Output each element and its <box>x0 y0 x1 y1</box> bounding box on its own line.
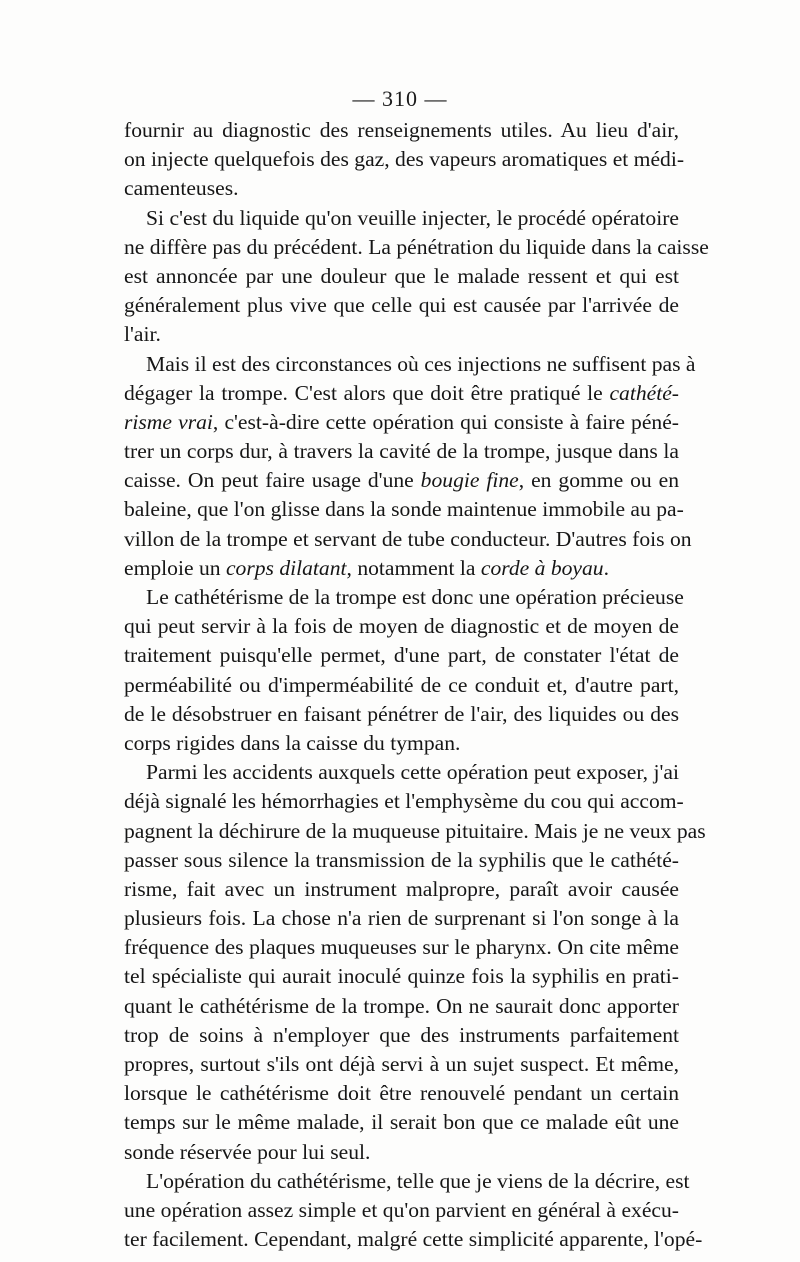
text-line: passer sous silence la transmission de la syphilis que le cathété- <box>124 847 679 872</box>
text-line: Si c'est du liquide qu'on veuille injecter, le procédé opératoire <box>146 205 679 230</box>
text-run: emploie un <box>124 555 226 580</box>
italic-term: cathété- <box>609 380 679 405</box>
text-line: temps sur le même malade, il serait bon que ce malade eût une <box>124 1110 679 1135</box>
text-line: plusieurs fois. La chose n'a rien de surprenant si l'on songe à la <box>124 906 679 931</box>
text-line: fournir au diagnostic des renseignements utiles. Au lieu d'air, <box>124 118 679 142</box>
text-line: lorsque le cathétérisme doit être renouvelé pendant un certain <box>124 1081 679 1106</box>
text-line: propres, surtout s'ils ont déjà servi à un sujet suspect. Et même, <box>124 1052 679 1076</box>
text-line: une opération assez simple et qu'on parvient en général à exécu- <box>124 1197 679 1222</box>
text-line: quant le cathétérisme de la trompe. On ne saurait donc apporter <box>124 993 679 1018</box>
text-line: qui peut servir à la fois de moyen de diagnostic et de moyen de <box>124 614 679 639</box>
body-text <box>124 116 709 1254</box>
text-line: villon de la trompe et servant de tube conducteur. D'autres fois on <box>124 526 692 551</box>
text-line: pagnent la déchirure de la muqueuse pituitaire. Mais je ne veux pas <box>124 818 706 843</box>
text-run: , c'est-à-dire cette opération qui consiste à faire péné- <box>212 409 679 434</box>
page-number: — 310 — <box>352 86 448 111</box>
text-line: camenteuses. <box>124 176 239 201</box>
text-line: L'opération du cathétérisme, telle que je viens de la décrire, est <box>146 1168 690 1193</box>
italic-term: risme vrai <box>124 409 213 434</box>
text-run: , en gomme ou en <box>518 468 679 493</box>
text-line: déjà signalé les hémorrhagies et l'emphysème du cou qui accom- <box>124 789 684 814</box>
text-line: sonde réservée pour lui seul. <box>124 1139 371 1164</box>
text-run: caisse. On peut faire usage d'une <box>124 468 421 493</box>
text-line: de le désobstruer en faisant pénétrer de l'air, des liquides ou des <box>124 701 679 726</box>
text-line: corps rigides dans la caisse du tympan. <box>124 730 461 755</box>
text-run: . <box>603 555 610 580</box>
text-line: Parmi les accidents auxquels cette opération peut exposer, j'ai <box>146 760 679 785</box>
text-line: Mais il est des circonstances où ces injections ne suffisent pas à <box>146 351 696 376</box>
text-line <box>124 554 679 583</box>
text-line: fréquence des plaques muqueuses sur le pharynx. On cite même <box>124 935 679 960</box>
italic-term: bougie fine <box>420 468 519 493</box>
text-line: on injecte quelquefois des gaz, des vapeurs aromatiques et médi- <box>124 147 685 172</box>
text-line: baleine, que l'on glisse dans la sonde maintenue immobile au pa- <box>124 497 684 522</box>
text-line: trer un corps dur, à travers la cavité de la trompe, jusque dans la <box>124 439 679 464</box>
text-line: ter facilement. Cependant, malgré cette simplicité apparente, l'opé- <box>124 1227 703 1252</box>
text-run: , notamment la <box>346 555 481 580</box>
text-line <box>124 408 679 437</box>
text-line <box>124 466 679 495</box>
text-line: traitement puisqu'elle permet, d'une part, de constater l'état de <box>124 643 679 668</box>
text-line: Le cathétérisme de la trompe est donc une opération précieuse <box>146 585 684 609</box>
text-line: est annoncée par une douleur que le malade ressent et qui est <box>124 263 679 288</box>
text-line: risme, fait avec un instrument malpropre, paraît avoir causée <box>124 876 679 901</box>
text-line: perméabilité ou d'imperméabilité de ce conduit et, d'autre part, <box>124 672 679 697</box>
text-line: généralement plus vive que celle qui est causée par l'arrivée de <box>124 293 679 318</box>
text-line <box>124 379 679 408</box>
text-line: ne diffère pas du précédent. La pénétration du liquide dans la caisse <box>124 234 709 259</box>
italic-term: corde à boyau <box>480 555 604 580</box>
text-line: trop de soins à n'employer que des instruments parfaitement <box>124 1022 679 1047</box>
text-run: dégager la trompe. C'est alors que doit être pratiqué le <box>124 380 610 405</box>
italic-term: corps dilatant <box>225 555 347 580</box>
text-line: tel spécialiste qui aurait inoculé quinze fois la syphilis en prati- <box>124 964 679 989</box>
text-line: l'air. <box>124 322 161 347</box>
